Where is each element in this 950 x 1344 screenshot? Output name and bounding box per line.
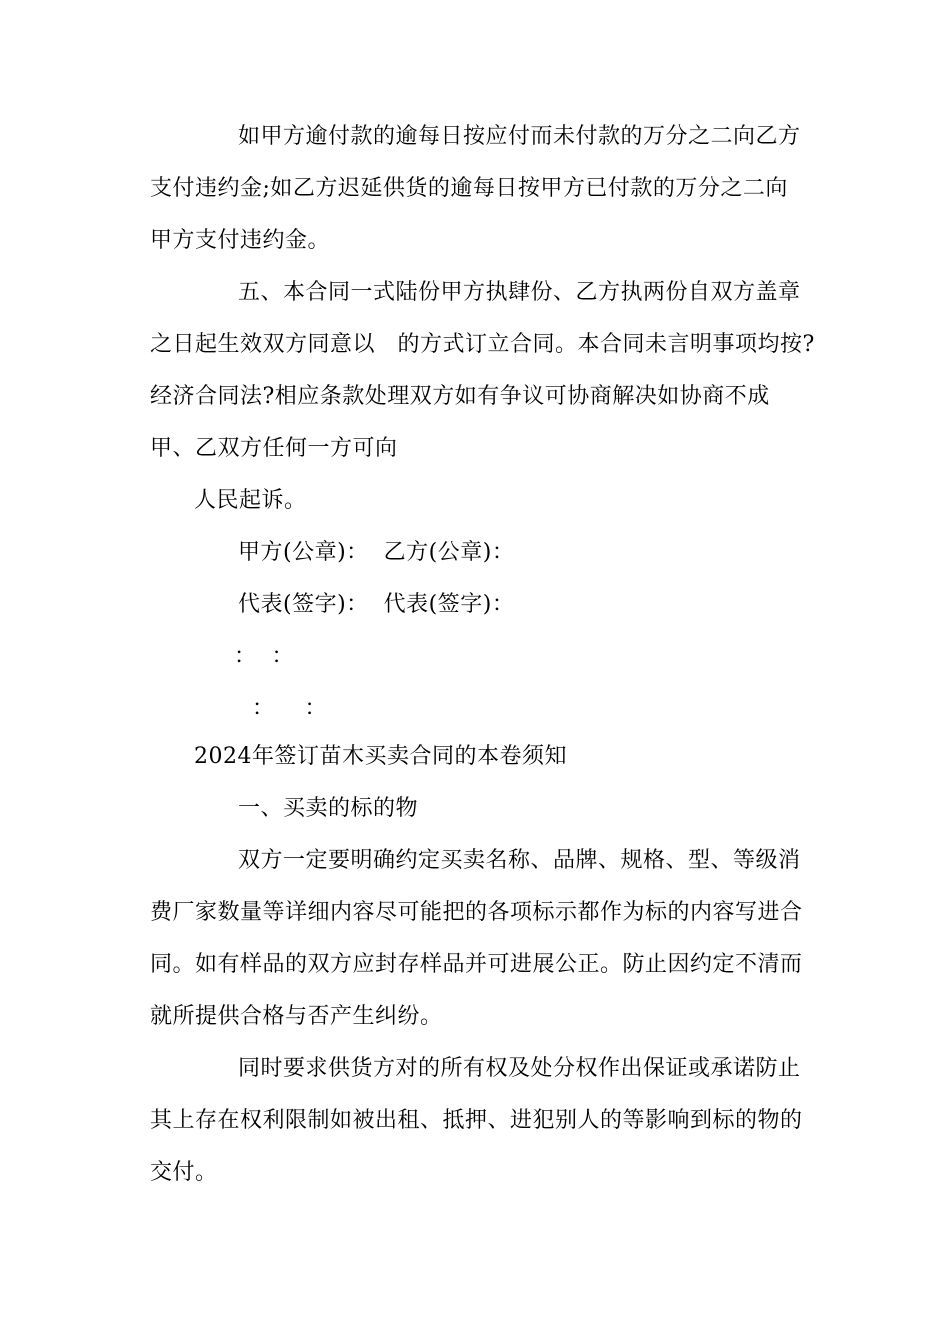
paragraph-line-11: 同。如有样品的双方应封存样品并可进展公正。防止因约定不清而 [150, 952, 803, 977]
signature-representative-line: 代表(签字)： 代表(签字)： [238, 592, 515, 617]
paragraph-line-10: 费厂家数量等详细内容尽可能把的各项标示都作为标的内容写进合 [150, 900, 803, 925]
paragraph-line-8: 人民起诉。 [194, 488, 307, 513]
paragraph-line-7: 甲、乙双方任何一方可向 [150, 436, 398, 461]
paragraph-line-4: 五、本合同一式陆份甲方执肆份、乙方执两份自双方盖章 [238, 280, 801, 305]
section-title: 2024年签订苗木买卖合同的本卷须知 [194, 744, 567, 769]
paragraph-line-14: 其上存在权利限制如被出租、抵押、进犯别人的等影响到标的物的 [150, 1108, 803, 1133]
paragraph-line-6: 经济合同法?相应条款处理双方如有争议可协商解决如协商不成 [150, 384, 770, 409]
signature-party-line: 甲方(公章)： 乙方(公章)： [238, 540, 515, 565]
signature-blank-line-2: ： ： [252, 696, 327, 721]
paragraph-line-2: 支付违约金;如乙方迟延供货的逾每日按甲方已付款的万分之二向 [150, 176, 788, 201]
section-heading-1: 一、买卖的标的物 [238, 796, 419, 821]
paragraph-line-5: 之日起生效双方同意以 的方式订立合同。本合同未言明事项均按? [150, 332, 815, 357]
paragraph-line-13: 同时要求供货方对的所有权及处分权作出保证或承诺防止 [238, 1056, 801, 1081]
paragraph-line-3: 甲方支付违约金。 [150, 228, 331, 253]
paragraph-line-9: 双方一定要明确约定买卖名称、品牌、规格、型、等级消 [238, 848, 801, 873]
paragraph-line-1: 如甲方逾付款的逾每日按应付而未付款的万分之二向乙方 [238, 124, 801, 149]
signature-blank-line-1: ： ： [234, 644, 294, 669]
paragraph-line-12: 就所提供合格与否产生纠纷。 [150, 1004, 443, 1029]
paragraph-line-15: 交付。 [150, 1160, 218, 1185]
